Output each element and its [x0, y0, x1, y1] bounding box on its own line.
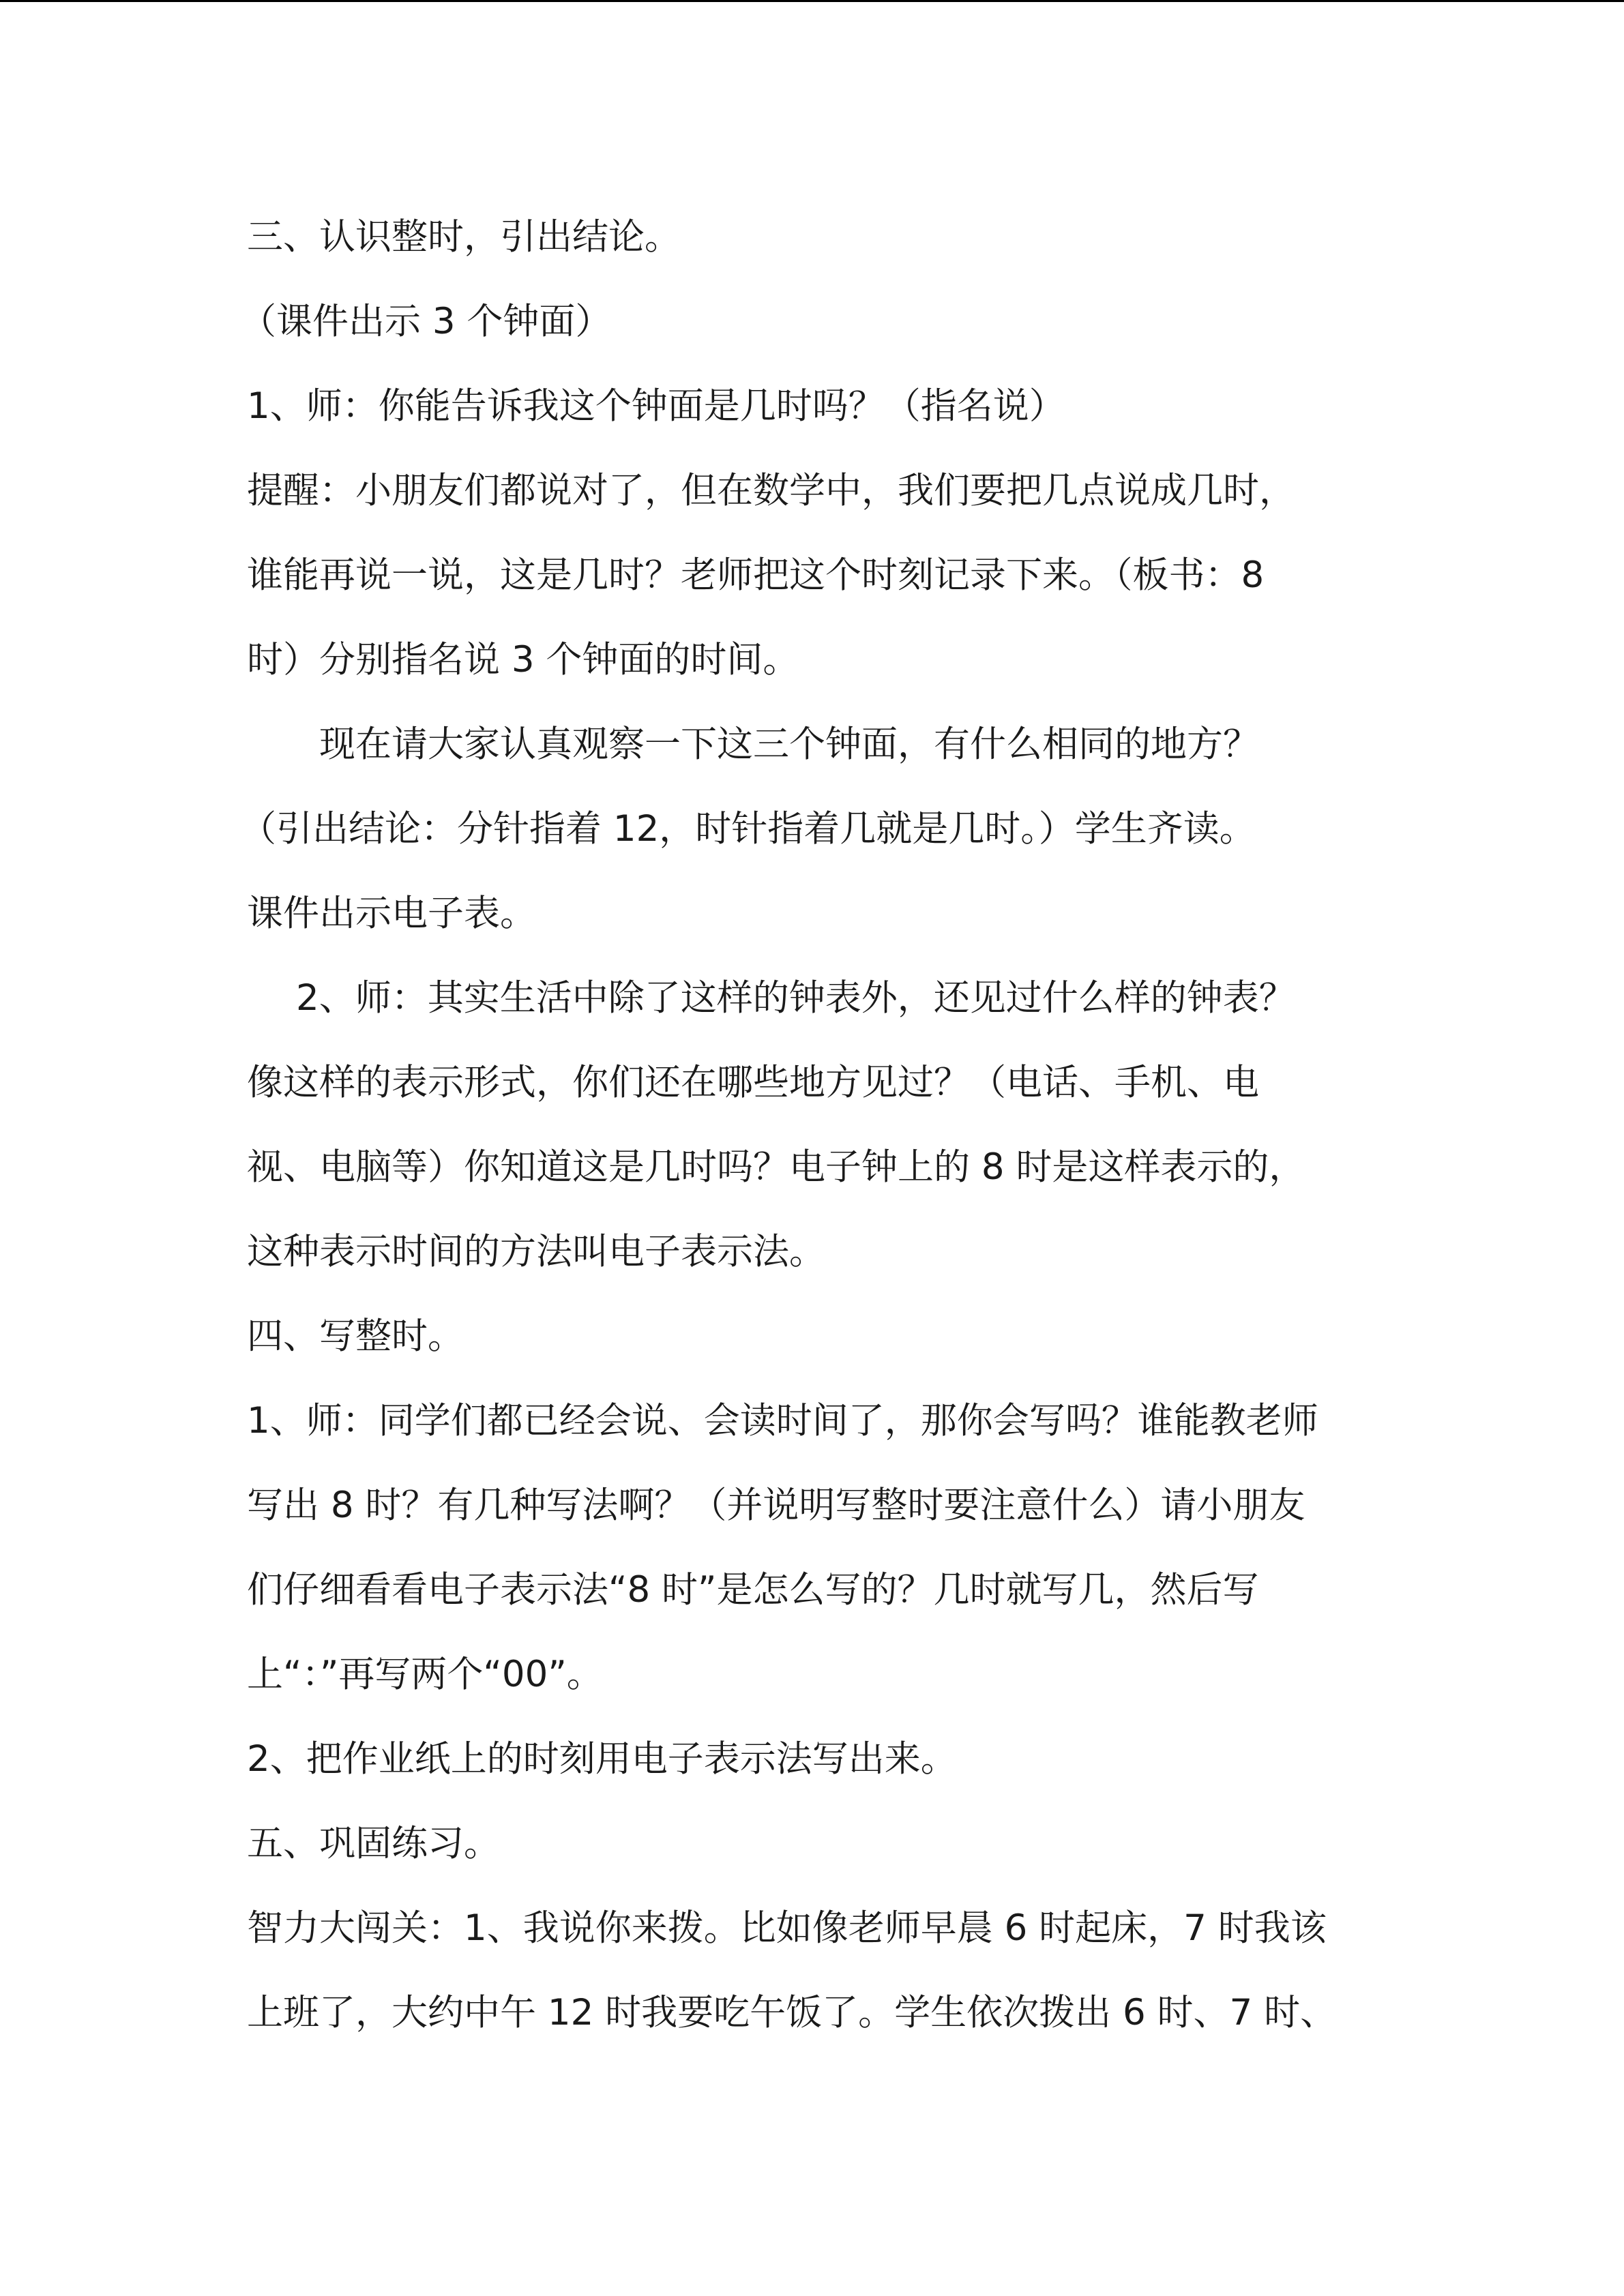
paragraph-line: 课件出示电子表。 — [247, 893, 536, 934]
paragraph-line: 上“：”再写两个“00”。 — [247, 1654, 603, 1695]
paragraph-line: 提醒：小朋友们都说对了，但在数学中，我们要把几点说成几时， — [247, 470, 1295, 511]
paragraph-line: 2、把作业纸上的时刻用电子表示法写出来。 — [247, 1738, 957, 1780]
section-heading-3: 三、认识整时，引出结论。 — [247, 216, 681, 258]
paragraph-line: 这种表示时间的方法叫电子表示法。 — [247, 1231, 825, 1272]
paragraph-line: （引出结论：分针指着 12，时针指着几就是几时。）学生齐读。 — [240, 808, 1256, 850]
paragraph-line: 视、电脑等）你知道这是几时吗？电子钟上的 8 时是这样表示的， — [247, 1146, 1305, 1188]
paragraph-line: 现在请大家认真观察一下这三个钟面，有什么相同的地方？ — [319, 724, 1259, 765]
page-top-border — [0, 0, 1624, 2]
paragraph-line: 智力大闯关：1、我说你来拨。比如像老师早晨 6 时起床，7 时我该 — [247, 1907, 1327, 1949]
paragraph-line: 2、师：其实生活中除了这样的钟表外，还见过什么样的钟表？ — [296, 977, 1295, 1019]
section-heading-5: 五、巩固练习。 — [247, 1823, 500, 1864]
document-body — [240, 195, 1393, 2055]
courseware-note: （课件出示 3 个钟面） — [240, 301, 612, 342]
paragraph-line: 上班了，大约中午 12 时我要吃午饭了。学生依次拨出 6 时、7 时、 — [247, 1992, 1337, 2033]
paragraph-line: 时）分别指名说 3 个钟面的时间。 — [247, 639, 799, 681]
paragraph-line: 1、师：同学们都已经会说、会读时间了，那你会写吗？谁能教老师 — [247, 1400, 1318, 1442]
paragraph-line: 谁能再说一说，这是几时？老师把这个时刻记录下来。（板书：8 — [247, 554, 1265, 596]
paragraph-line: 写出 8 时？有几种写法啊？（并说明写整时要注意什么）请小朋友 — [247, 1485, 1305, 1526]
paragraph-line: 们仔细看看电子表示法“8 时”是怎么写的？几时就写几，然后写 — [247, 1569, 1259, 1611]
paragraph-line: 像这样的表示形式，你们还在哪些地方见过？（电话、手机、电 — [247, 1062, 1259, 1103]
section-heading-4: 四、写整时。 — [247, 1315, 464, 1357]
paragraph-line: 1、师：你能告诉我这个钟面是几时吗？（指名说） — [247, 385, 1065, 427]
